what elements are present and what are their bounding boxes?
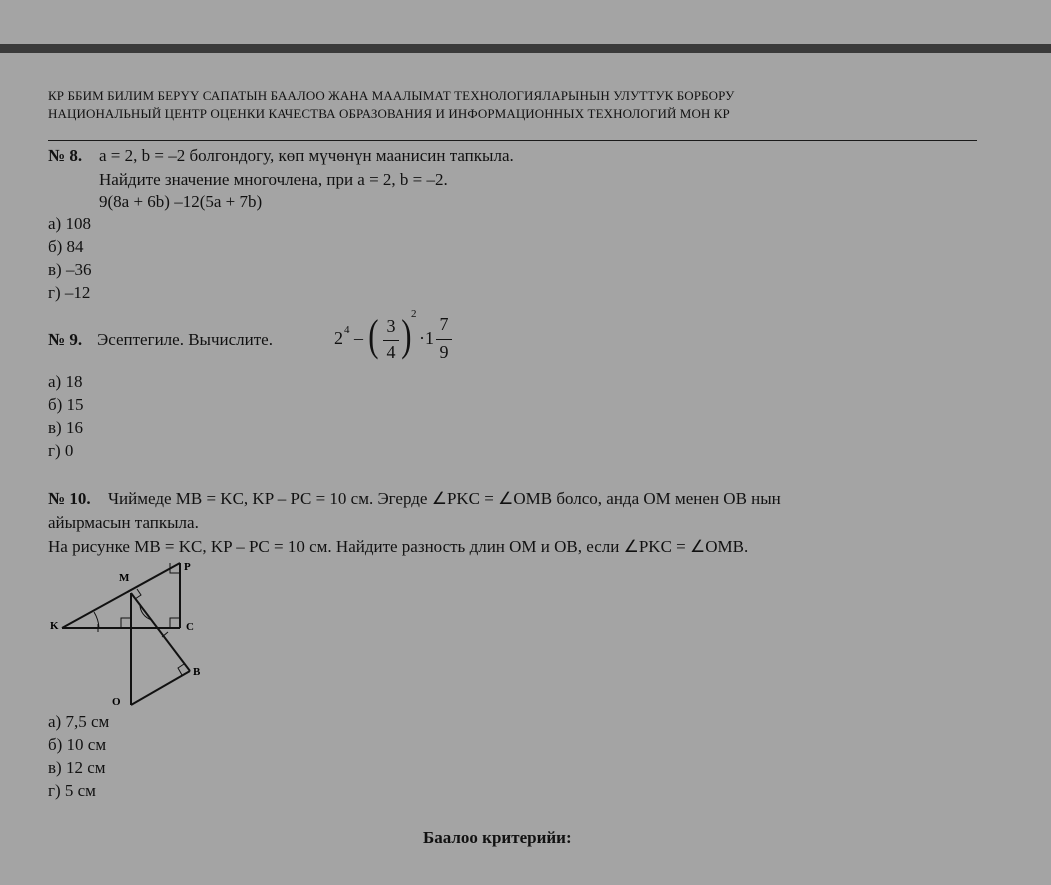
- q8-text-ky: a = 2, b = –2 болгондогу, көп мүчөнүн маанисин тапкыла.: [99, 146, 514, 165]
- q8-option-a: а) 108: [48, 214, 91, 233]
- right-angle-m: [135, 589, 141, 599]
- q9-mixed-denominator: 9: [439, 342, 449, 362]
- q8-expression: 9(8a + 6b) –12(5a + 7b): [99, 192, 263, 211]
- q10-option-a: а) 7,5 см: [48, 712, 110, 731]
- label-b: B: [193, 666, 201, 678]
- q9-exponent: 4: [344, 324, 350, 336]
- q8-number: № 8.: [48, 146, 83, 165]
- q9-right-paren: ): [401, 311, 412, 360]
- q9-number: № 9.: [48, 330, 83, 349]
- q10-number: № 10.: [48, 489, 91, 508]
- q10-option-b: б) 10 см: [48, 735, 107, 754]
- label-p: P: [184, 561, 191, 573]
- q9-dot-one: ·1: [419, 328, 434, 348]
- q10-option-c: в) 12 см: [48, 758, 106, 777]
- q10-text-ru: На рисунке MB = KC, KP – PC = 10 см. Найдите разность длин OM и OB, если ∠PKC = ∠OMB.: [48, 537, 749, 556]
- segment-ob: [131, 671, 190, 705]
- label-o: O: [112, 696, 121, 708]
- q8-option-b: б) 84: [48, 237, 84, 256]
- label-m: M: [119, 572, 130, 584]
- right-angle-mo: [121, 618, 131, 628]
- q10-text-ky-1: Чиймеде MB = KC, KP – PC = 10 см. Эгерде ∠PKC = ∠OMB болсо, анда OM менен OB нын: [108, 489, 781, 508]
- q9-option-c: в) 16: [48, 418, 83, 437]
- q9-text: Эсептегиле. Вычислите.: [97, 330, 273, 349]
- q9-left-paren: (: [368, 311, 379, 360]
- right-angle-c: [170, 618, 180, 628]
- q9-mixed-numerator: 7: [439, 314, 449, 334]
- q10-text-ky-2: айырмасын тапкыла.: [48, 513, 199, 532]
- q10-option-d: г) 5 см: [48, 781, 96, 800]
- q9-frac-numerator: 3: [386, 316, 396, 336]
- label-c: C: [186, 621, 194, 633]
- q9-option-a: а) 18: [48, 372, 83, 391]
- header-line-ky: КР ББИМ БИЛИМ БЕРҮҮ САПАТЫН БААЛОО ЖАНА МААЛЫМАТ ТЕХНОЛОГИЯЛАРЫНЫН УЛУТТУК БОРБОРУ: [48, 88, 735, 103]
- q8-text-ru: Найдите значение многочлена, при a = 2, b = –2.: [99, 170, 448, 189]
- q8-option-c: в) –36: [48, 260, 92, 279]
- q9-frac-denominator: 4: [386, 342, 396, 362]
- q9-minus: –: [354, 328, 363, 348]
- q8-option-d: г) –12: [48, 283, 91, 302]
- q9-option-d: г) 0: [48, 441, 74, 460]
- right-angle-b: [178, 664, 184, 675]
- header-line-ru: НАЦИОНАЛЬНЫЙ ЦЕНТР ОЦЕНКИ КАЧЕСТВА ОБРАЗОВАНИЯ И ИНФОРМАЦИОННЫХ ТЕХНОЛОГИЙ МОН КР: [48, 106, 730, 121]
- label-k: K: [50, 620, 59, 632]
- q9-base: 2: [334, 328, 343, 348]
- assessment-criteria-heading: Баалоо критерийи:: [423, 828, 572, 847]
- q9-paren-exponent: 2: [411, 308, 417, 320]
- q9-option-b: б) 15: [48, 395, 84, 414]
